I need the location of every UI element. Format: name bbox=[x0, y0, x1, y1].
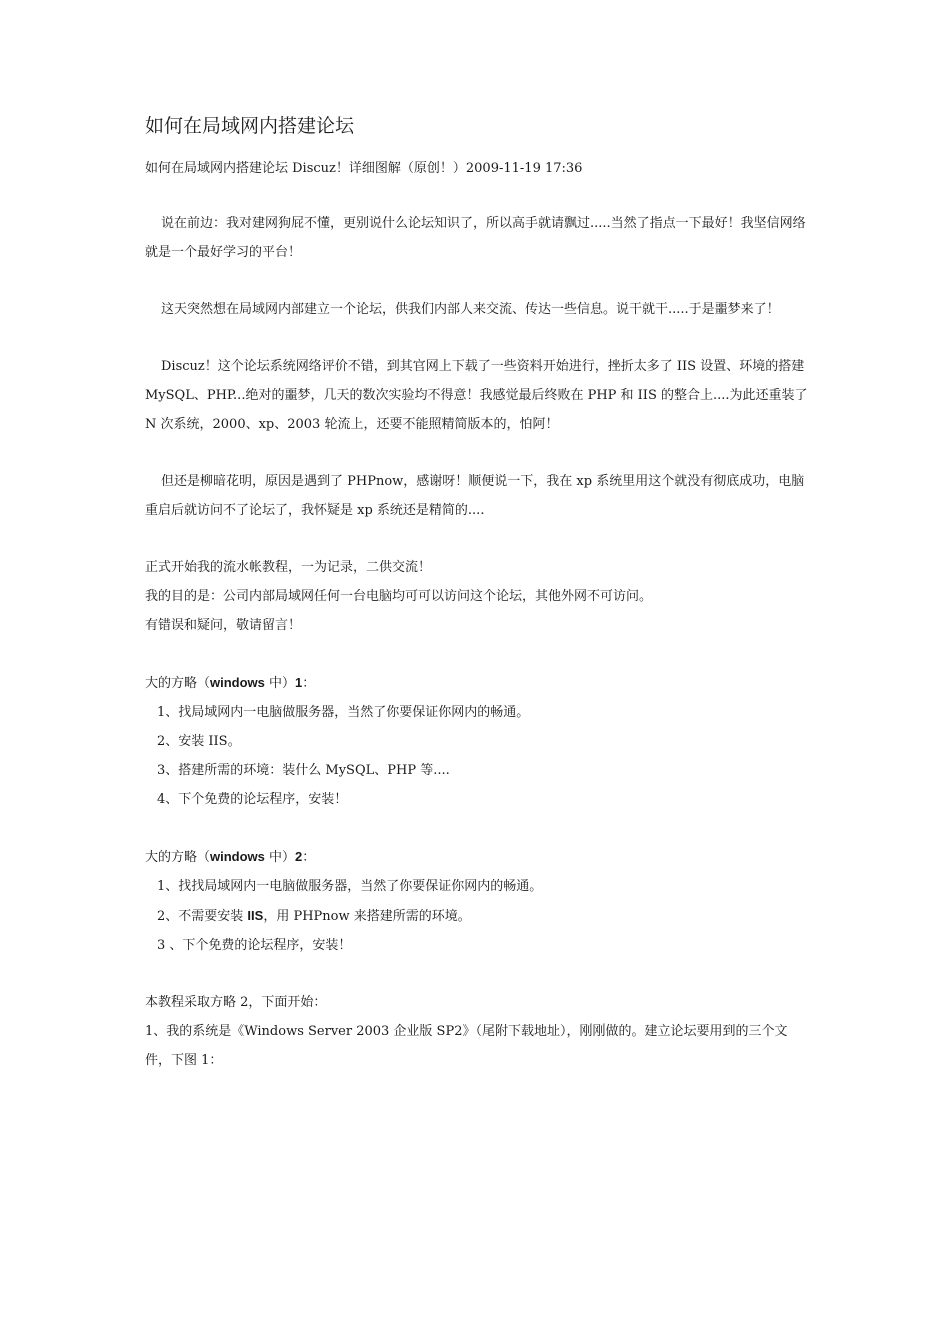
intro-paragraph-4: 但还是柳暗花明，原因是遇到了 PHPnow，感谢呀！顺便说一下，我在 xp 系统里用这个就没有彻底成功，电脑重启后就访问不了论坛了，我怀疑是 xp 系统还是精简的.... bbox=[145, 474, 805, 518]
plan-2-item-2-part-c: ，用 PHPnow 来搭建所需的环境。 bbox=[263, 909, 471, 924]
intro-paragraph-3: Discuz！这个论坛系统网络评价不错，到其官网上下载了一些资料开始进行，挫折太多了 IIS 设置、环境的搭建 MySQL、PHP...绝对的噩梦，几天的数次实验均不得意！我感觉最后终败在 PHP 和 IIS 的整合上....为此还重装了 N 次系统，2000、xp、2003 轮流上，还要不能照精简版本的，怕阿！ bbox=[145, 359, 808, 432]
plan-2-item: 1、找找局域网内一电脑做服务器，当然了你要保证你网内的畅通。 bbox=[157, 879, 543, 894]
plan-2-prefix: 大的方略（ bbox=[145, 850, 211, 865]
plan-2-item: 3 、下个免费的论坛程序，安装！ bbox=[157, 938, 352, 953]
plan-2-os: windows bbox=[210, 849, 265, 864]
start-line-1: 正式开始我的流水帐教程，一为记录，二供交流！ bbox=[145, 560, 432, 575]
plan-2-heading bbox=[145, 842, 810, 872]
plan-2-suffix: ： bbox=[302, 850, 316, 865]
plan-1-os: windows bbox=[210, 675, 265, 690]
start-line-3: 有错误和疑问，敬请留言！ bbox=[145, 618, 302, 633]
plan-1-list bbox=[145, 698, 810, 814]
page-subtitle: 如何在局域网内搭建论坛 Discuz！详细图解（原创！）2009-11-19 17:36 bbox=[145, 161, 583, 176]
plan-1-item: 3、搭建所需的环境：装什么 MySQL、PHP 等.... bbox=[157, 763, 450, 778]
plan-2-num: 2 bbox=[295, 849, 303, 864]
plan-2-item-2-part-a: 2、不需要安装 bbox=[157, 909, 248, 924]
plan-2-item-2-iis: IIS bbox=[247, 908, 264, 923]
intro-paragraph-1: 说在前边：我对建网狗屁不懂，更别说什么论坛知识了，所以高手就请飘过.....当然了指点一下最好！我坚信网络就是一个最好学习的平台！ bbox=[145, 216, 806, 260]
plan-1-num: 1 bbox=[295, 675, 303, 690]
plan-1-prefix: 大的方略（ bbox=[145, 676, 211, 691]
plan-1-item: 1、找局域网内一电脑做服务器，当然了你要保证你网内的畅通。 bbox=[157, 705, 530, 720]
plan-1-item: 4、下个免费的论坛程序，安装！ bbox=[157, 792, 348, 807]
plan-2-item bbox=[145, 901, 810, 931]
document-page bbox=[145, 112, 810, 1075]
page-title: 如何在局域网内搭建论坛 bbox=[145, 115, 355, 137]
intro-paragraph-2: 这天突然想在局域网内部建立一个论坛，供我们内部人来交流、传达一些信息。说干就干.....于是噩梦来了！ bbox=[161, 302, 780, 317]
tutorial-line-2: 1、我的系统是《Windows Server 2003 企业版 SP2》（尾附下载地址），刚刚做的。建立论坛要用到的三个文件，下图 1： bbox=[145, 1024, 788, 1068]
plan-2-mid: 中） bbox=[264, 850, 296, 865]
plan-1-mid: 中） bbox=[264, 676, 296, 691]
start-line-2: 我的目的是：公司内部局域网任何一台电脑均可可以访问这个论坛，其他外网不可访问。 bbox=[145, 589, 653, 604]
plan-1-suffix: ： bbox=[302, 676, 316, 691]
plan-1-heading bbox=[145, 668, 810, 698]
plan-1-item: 2、安装 IIS。 bbox=[157, 734, 241, 749]
plan-2-list bbox=[145, 872, 810, 960]
tutorial-line-1: 本教程采取方略 2，下面开始： bbox=[145, 995, 327, 1010]
